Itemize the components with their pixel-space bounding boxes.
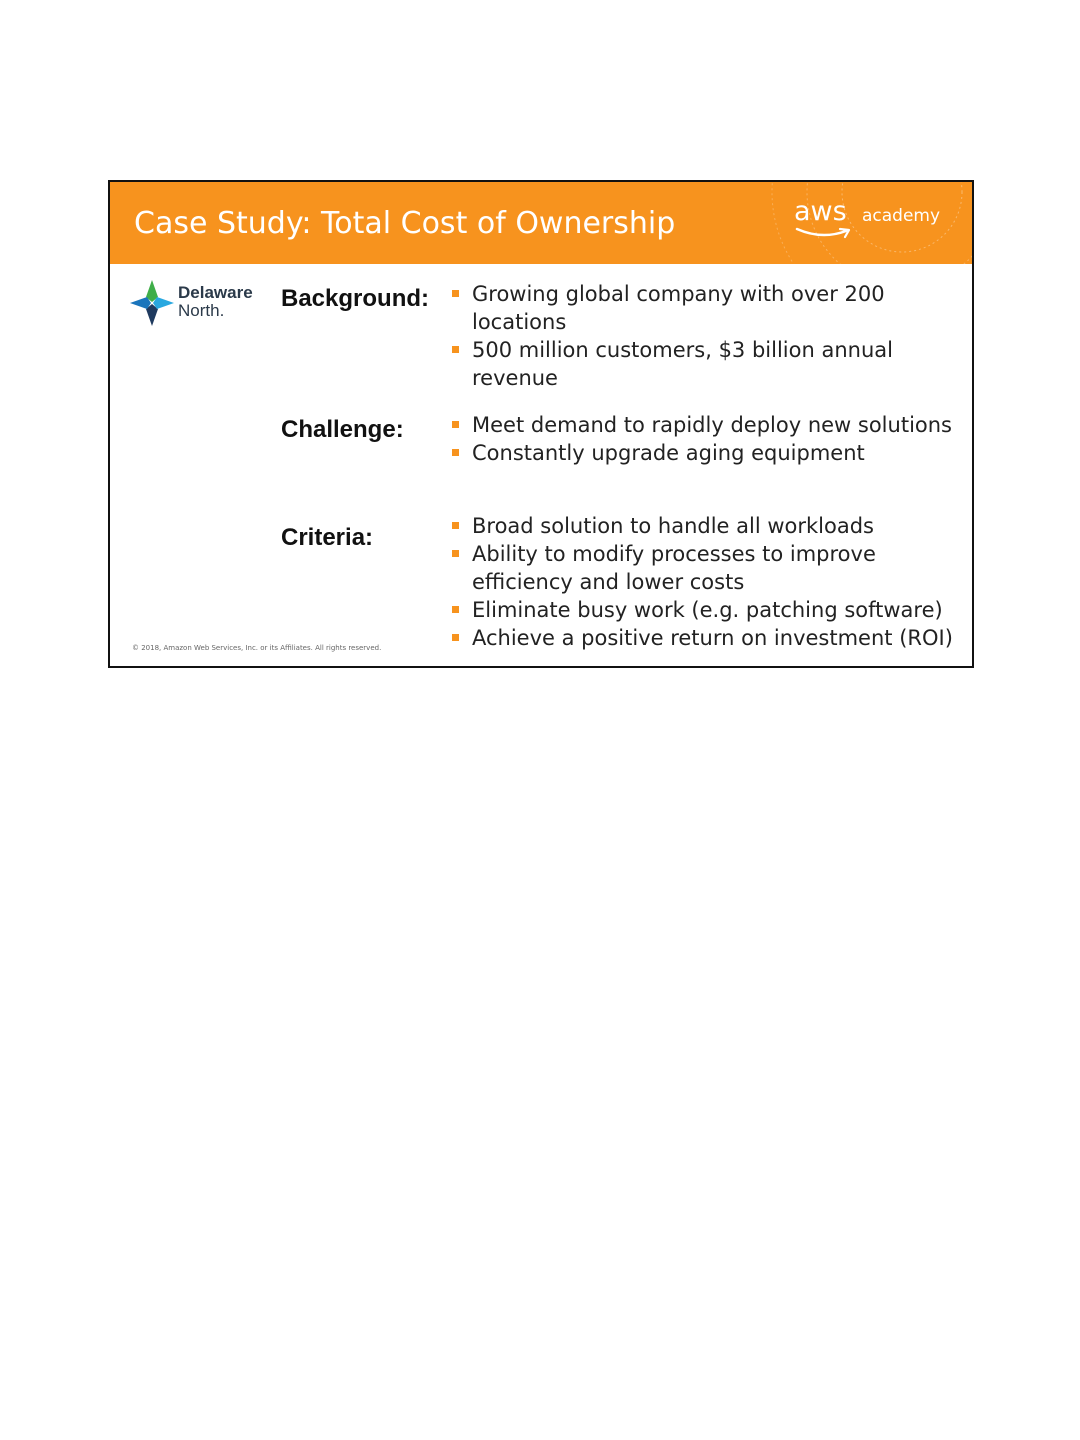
bullet-square-icon bbox=[452, 449, 459, 456]
slide-header bbox=[110, 182, 972, 264]
bullet-text: Eliminate busy work (e.g. patching software) bbox=[472, 598, 943, 622]
academy-logo-text: academy bbox=[862, 206, 941, 226]
delaware-north-star-icon bbox=[130, 280, 174, 326]
bullet-square-icon bbox=[452, 522, 459, 529]
section-label-criteria: Criteria: bbox=[281, 524, 374, 551]
aws-logo-text: aws bbox=[794, 196, 847, 227]
company-name-line1: Delaware bbox=[178, 283, 253, 302]
bullet-text: Broad solution to handle all workloads bbox=[472, 514, 874, 538]
background-bullets bbox=[450, 280, 960, 392]
section-label-background: Background: bbox=[281, 285, 430, 312]
aws-academy-logo bbox=[794, 196, 944, 246]
bullet-text: Meet demand to rapidly deploy new solutions bbox=[472, 413, 952, 437]
list-item bbox=[450, 411, 960, 439]
bullet-text: 500 million customers, $3 billion annual revenue bbox=[472, 338, 893, 390]
list-item bbox=[450, 624, 960, 652]
bullet-square-icon bbox=[452, 290, 459, 297]
list-item bbox=[450, 596, 960, 624]
list-item bbox=[450, 336, 960, 392]
bullet-square-icon bbox=[452, 346, 459, 353]
list-item bbox=[450, 512, 960, 540]
criteria-bullets bbox=[450, 512, 960, 652]
delaware-north-logo bbox=[130, 280, 270, 330]
section-label-challenge: Challenge: bbox=[281, 416, 404, 443]
copyright-notice: © 2018, Amazon Web Services, Inc. or its Affiliates. All rights reserved. bbox=[132, 644, 382, 652]
bullet-square-icon bbox=[452, 606, 459, 613]
slide bbox=[108, 180, 974, 668]
bullet-text: Ability to modify processes to improve efficiency and lower costs bbox=[472, 542, 876, 594]
company-name-line2: North. bbox=[178, 301, 225, 320]
slide-title: Case Study: Total Cost of Ownership bbox=[134, 206, 676, 241]
bullet-square-icon bbox=[452, 550, 459, 557]
bullet-text: Achieve a positive return on investment (ROI) bbox=[472, 626, 953, 650]
aws-smile-icon bbox=[794, 226, 856, 240]
list-item bbox=[450, 439, 960, 467]
bullet-square-icon bbox=[452, 421, 459, 428]
bullet-square-icon bbox=[452, 634, 459, 641]
bullet-text: Growing global company with over 200 locations bbox=[472, 282, 885, 334]
list-item bbox=[450, 540, 960, 596]
bullet-text: Constantly upgrade aging equipment bbox=[472, 441, 865, 465]
challenge-bullets bbox=[450, 411, 960, 467]
company-name bbox=[178, 284, 268, 320]
list-item bbox=[450, 280, 960, 336]
